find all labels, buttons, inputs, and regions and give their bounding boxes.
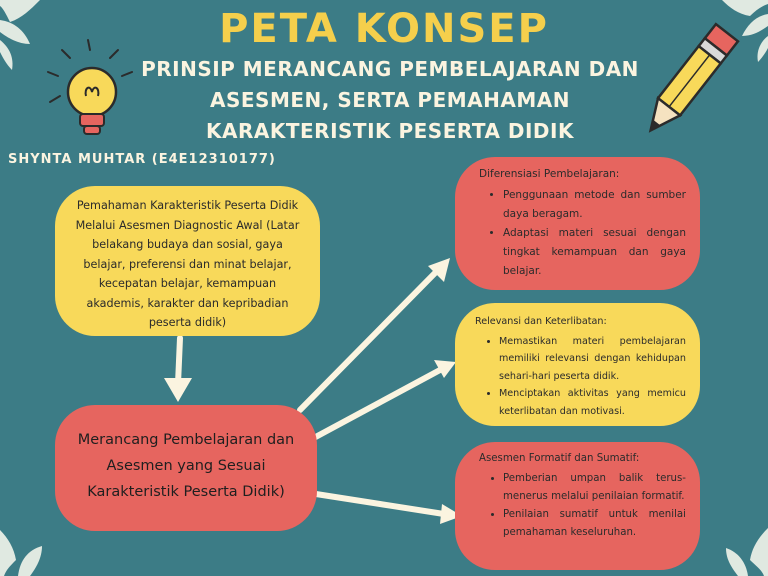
node-design	[55, 405, 317, 531]
bullet-item: • Penilaian sumatif untuk menilai pemahaman keseluruhan.	[503, 506, 686, 542]
node-heading: Diferensiasi Pembelajaran:	[479, 168, 620, 180]
page-title: PETA KONSEP	[219, 6, 549, 52]
arrow-to-differentiation	[300, 272, 436, 410]
author-label: SHYNTA MUHTAR (E4E12310177)	[8, 152, 276, 167]
node-relevance	[455, 303, 700, 426]
subtitle-line: ASESMEN, SERTA PEMAHAMAN	[210, 88, 570, 112]
bullet-item: • Menciptakan aktivitas yang memicu keterlibatan dan motivasi.	[499, 385, 686, 420]
bullet-item: • Memastikan materi pembelajaran memiliki relevansi dengan kehidupan sehari-hari peserta didik.	[499, 333, 686, 386]
bullet-item: • Adaptasi materi sesuai dengan tingkat kemampuan dan gaya belajar.	[503, 224, 686, 281]
node-differentiation	[455, 157, 700, 290]
arrow-down	[178, 338, 180, 384]
page-subtitle	[130, 54, 650, 147]
node-assessment	[455, 442, 700, 570]
bullet-list	[479, 470, 686, 542]
node-understanding-text: Pemahaman Karakteristik Peserta Didik Melalui Asesmen Diagnostic Awal (Latar belakang budaya dan sosial, gaya belajar, preferensi dan minat belajar, kecepatan belajar, kemampuan akademis, karakter dan kepribadian peserta didik)	[75, 199, 300, 329]
subtitle-line: KARAKTERISTIK PESERTA DIDIK	[206, 119, 574, 143]
node-design-text: Merancang Pembelajaran dan Asesmen yang Sesuai Karakteristik Peserta Didik)	[77, 432, 295, 500]
bullet-list	[475, 333, 686, 421]
subtitle-line: PRINSIP MERANCANG PEMBELAJARAN DAN	[141, 57, 639, 81]
node-heading: Relevansi dan Keterlibatan:	[475, 316, 607, 327]
bullet-item: • Penggunaan metode dan sumber daya beragam.	[503, 186, 686, 224]
node-heading: Asesmen Formatif dan Sumatif:	[479, 453, 640, 464]
bullet-list	[479, 186, 686, 281]
bullet-item: • Pemberian umpan balik terus-menerus melalui penilaian formatif.	[503, 470, 686, 506]
node-understanding	[55, 186, 320, 336]
arrow-to-assessment	[316, 494, 444, 514]
